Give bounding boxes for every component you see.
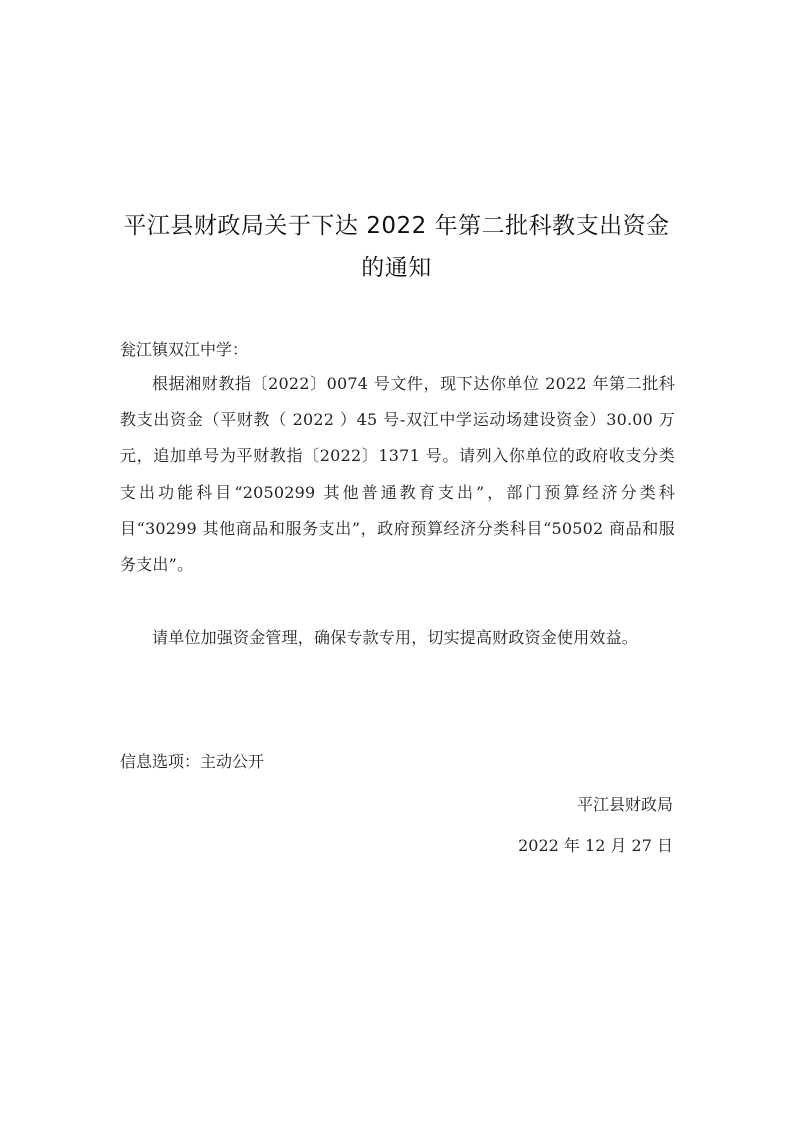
document-title-line-2: 的通知 xyxy=(361,255,432,281)
issue-date: 2022 年 12 月 27 日 xyxy=(518,836,673,855)
issuing-authority: 平江县财政局 xyxy=(576,795,673,814)
document-title-line-1: 平江县财政局关于下达 2022 年第二批科教支出资金 xyxy=(123,213,670,239)
body-paragraph-1: 根据湘财教指〔2022〕0074 号文件，现下达你单位 2022 年第二批科教支出资金（平财教（ 2022 ）45 号-双江中学运动场建设资金）30.00 万元，追加单号为平财教指〔2022〕1371 号。请列入你单位的政府收支分类支出功能科目“2050299 其他普通教育支出”，部门预算经济分类科目“30299 其他商品和服务支出”，政府预算经济分类科目“50502 商品和服务支出”。 xyxy=(120,374,675,575)
body-paragraph-2: 请单位加强资金管理，确保专款专用，切实提高财政资金使用效益。 xyxy=(152,628,639,647)
disclosure-option: 信息选项：主动公开 xyxy=(120,752,265,771)
salutation: 瓮江镇双江中学： xyxy=(120,340,249,359)
